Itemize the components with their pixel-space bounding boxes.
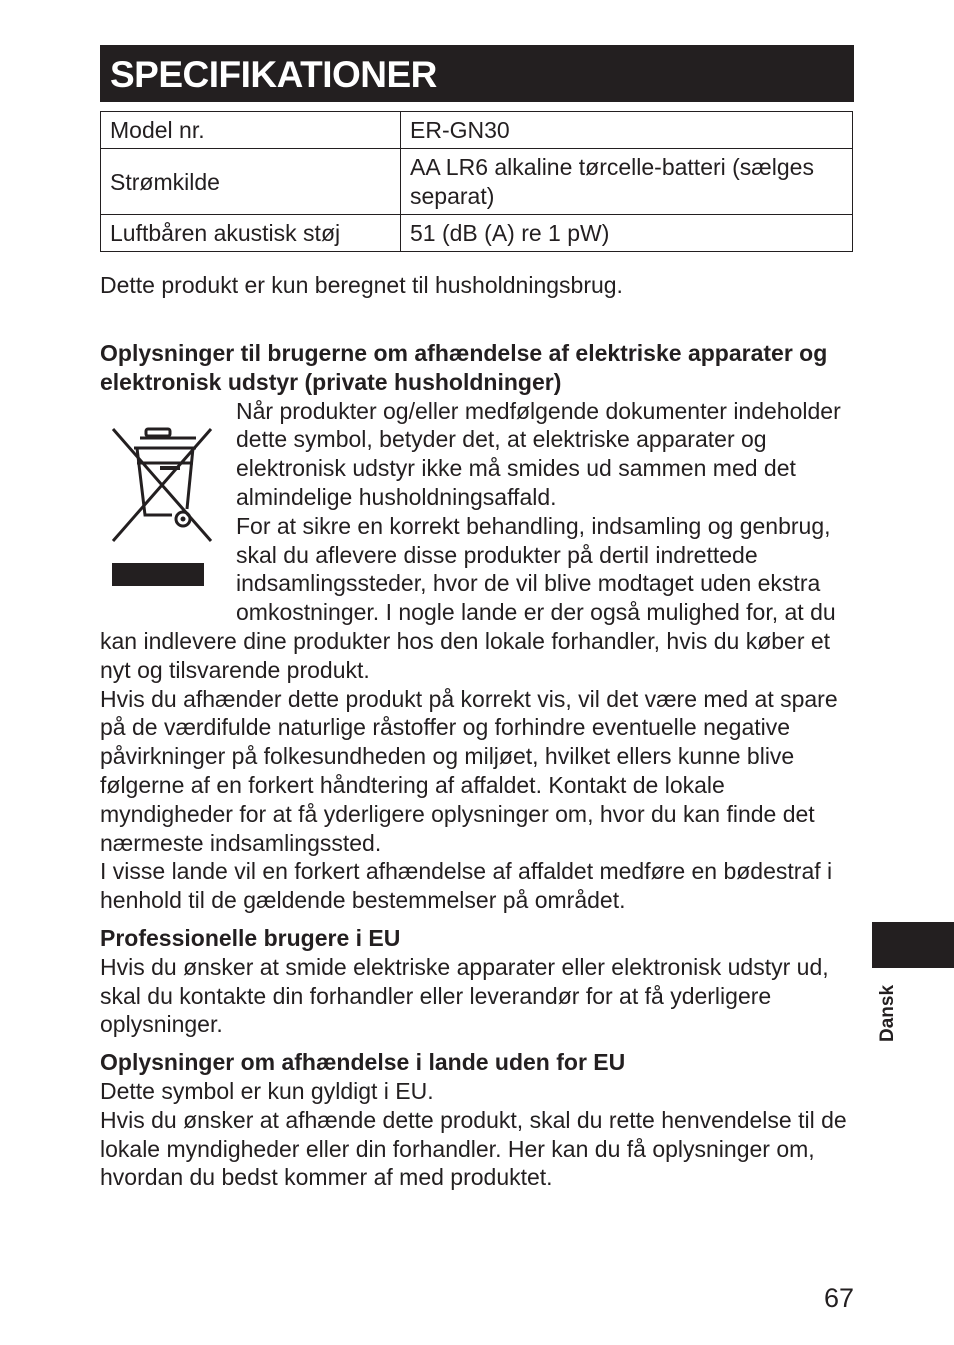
- spec-value: AA LR6 alkaline tørcelle-batteri (sælges separat): [401, 149, 853, 215]
- outside-eu-text-2: Hvis du ønsker at afhænde dette produkt, skal du rette henvendelse til de lokale myndigheder eller din forhandler. Her kan du få oplysninger om, hvordan du bedst kommer af med produktet.: [100, 1106, 847, 1191]
- professional-text: Hvis du ønsker at smide elektriske apparater eller elektronisk udstyr ud, skal du kontakte din forhandler eller leverandør for at få yderligere oplysninger.: [100, 953, 829, 1038]
- table-row: [101, 112, 853, 149]
- disposal-paragraph-2: For at sikre en korrekt behandling, indsamling og genbrug, skal du aflevere disse produkter på dertil indrettede indsamlingssteder, hvor de vil blive modtaget uden ekstra omkostninger. I nogle lande er der også mulighed for, at du kan indlevere dine produkter hos den lokale forhandler, hvis du køber et nyt og tilsvarende produkt.: [100, 512, 836, 683]
- disposal-paragraph-3: Hvis du afhænder dette produkt på korrekt vis, vil det være med at spare på de værdifulde naturlige råstoffer og forhindre eventuelle negative påvirkninger på folkesundheden og miljøet, hvilket ellers kunne blive følgerne af en forkert håndtering af affaldet. Kontakt de lokale myndigheder for at få yderligere oplysninger om, hvor du kan finde det nærmeste indsamlingssted.: [100, 685, 838, 856]
- outside-eu-heading: Oplysninger om afhændelse i lande uden for EU: [100, 1049, 626, 1076]
- table-row: [101, 215, 853, 252]
- section-title-bar: [100, 45, 854, 102]
- crossed-out-wheelie-bin-icon: [100, 397, 236, 599]
- language-tab-marker: [872, 922, 954, 968]
- spec-key: Strømkilde: [101, 149, 401, 215]
- spec-value: 51 (dB (A) re 1 pW): [401, 215, 853, 252]
- household-use-note: Dette produkt er kun beregnet til husholdningsbrug.: [100, 272, 623, 298]
- disposal-heading: Oplysninger til brugerne om afhændelse af elektriske apparater og elektronisk udstyr (private husholdninger): [100, 340, 828, 395]
- spec-value: ER-GN30: [401, 112, 853, 149]
- disposal-paragraph-1: Når produkter og/eller medfølgende dokumenter indeholder dette symbol, betyder det, at elektriske apparater og elektronisk udstyr ikke må smides ud sammen med det almindelige husholdningsaffald.: [236, 397, 841, 510]
- spec-key: Model nr.: [101, 112, 401, 149]
- section-title: SPECIFIKATIONER: [110, 54, 437, 95]
- spec-key: Luftbåren akustisk støj: [101, 215, 401, 252]
- disposal-paragraph-4: I visse lande vil en forkert afhændelse af affaldet medføre en bødestraf i henhold til de gældende bestemmelser på området.: [100, 858, 833, 914]
- disposal-content: [100, 339, 856, 1192]
- page-number: 67: [823, 1283, 854, 1313]
- spec-table: [100, 111, 853, 252]
- professional-heading: Professionelle brugere i EU: [100, 924, 401, 951]
- language-label: Dansk: [877, 984, 898, 1042]
- table-row: [101, 149, 853, 215]
- outside-eu-text-1: Dette symbol er kun gyldigt i EU.: [100, 1077, 434, 1104]
